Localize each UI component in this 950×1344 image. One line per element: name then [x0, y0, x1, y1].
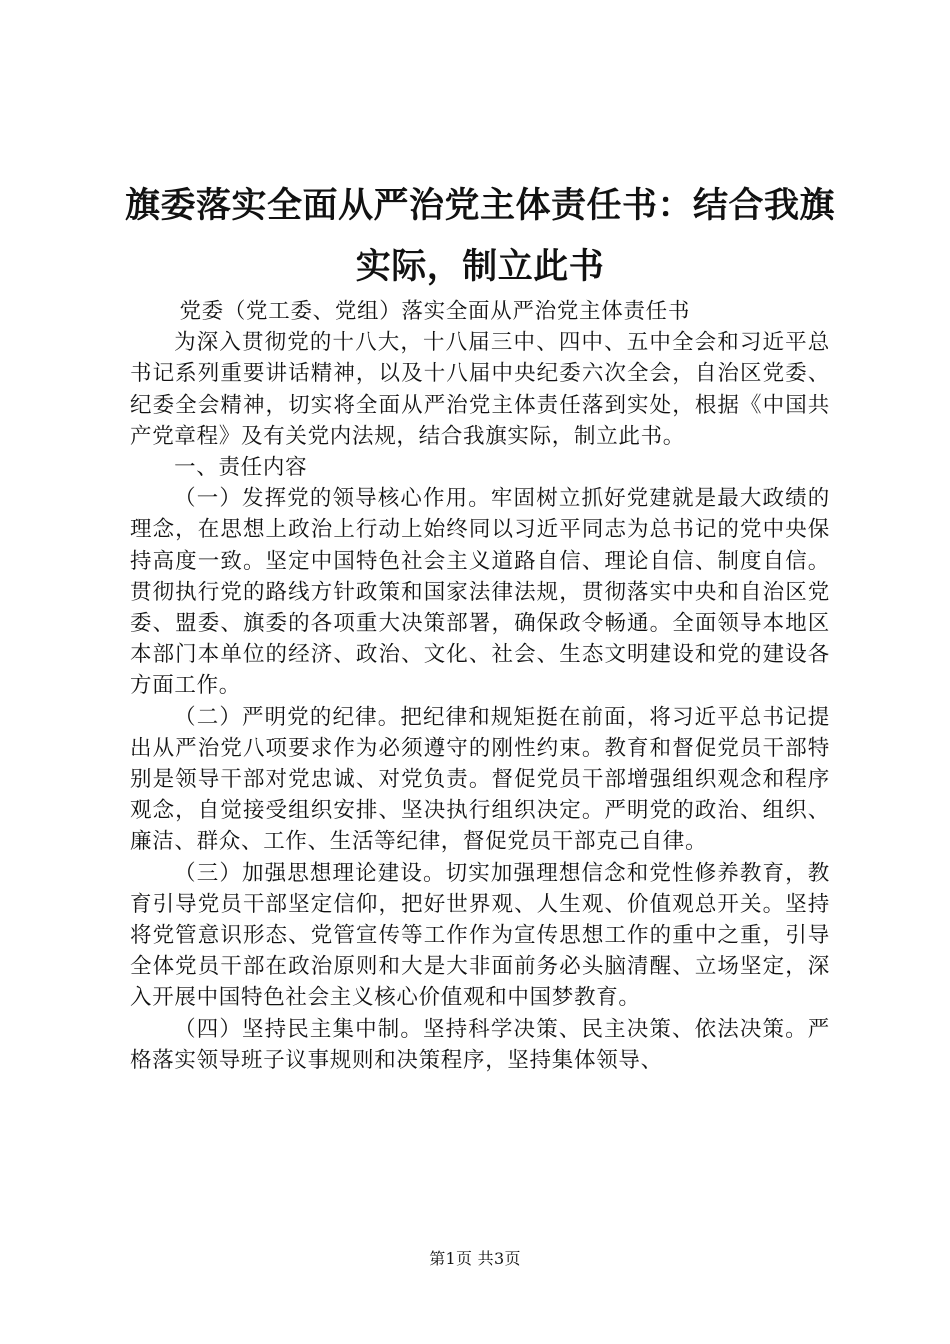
paragraph-item-2: （二）严明党的纪律。把纪律和规矩挺在前面，将习近平总书记提出从严治党八项要求作为必须遵守的刚性约束。教育和督促党员干部特别是领导干部对党忠诚、对党负责。督促党员干部增强组织观念和程序观念，自觉接受组织安排、坚决执行组织决定。严明党的政治、组织、廉洁、群众、工作、生活等纪律，督促党员干部克己自律。 [130, 704, 830, 855]
paragraph-item-3: （三）加强思想理论建设。切实加强理想信念和党性修养教育，教育引导党员干部坚定信仰，把好世界观、人生观、价值观总开关。坚持将党管意识形态、党管宣传等工作作为宣传思想工作的重中之重，引导全体党员干部在政治原则和大是大非面前务必头脑清醒、立场坚定，深入开展中国特色社会主义核心价值观和中国梦教育。 [130, 860, 830, 1011]
document-title-line-1: 旗委落实全面从严治党主体责任书：结合我旗 [124, 185, 835, 226]
paragraph-item-4: （四）坚持民主集中制。坚持科学决策、民主决策、依法决策。严格落实领导班子议事规则和决策程序，坚持集体领导、 [130, 1016, 830, 1073]
section-heading: 一、责任内容 [174, 455, 308, 481]
page-number-footer: 第1页 共3页 [429, 1249, 521, 1268]
document-body [130, 296, 830, 1076]
document-subtitle: 党委（党工委、党组）落实全面从严治党主体责任书 [179, 299, 691, 324]
paragraph-item-1: （一）发挥党的领导核心作用。牢固树立抓好党建就是最大政绩的理念，在思想上政治上行动上始终同以习近平同志为总书记的党中央保持高度一致。坚定中国特色社会主义道路自信、理论自信、制度自信。贯彻执行党的路线方针政策和国家法律法规，贯彻落实中央和自治区党委、盟委、旗委的各项重大决策部署，确保政令畅通。全面领导本地区本部门本单位的经济、政治、文化、社会、生态文明建设和党的建设各方面工作。 [130, 486, 830, 699]
paragraph-intro: 为深入贯彻党的十八大，十八届三中、四中、五中全会和习近平总书记系列重要讲话精神，以及十八届中央纪委六次全会，自治区党委、纪委全会精神，切实将全面从严治党主体责任落到实处，根据《中国共产党章程》及有关党内法规，结合我旗实际，制立此书。 [130, 330, 830, 449]
document-title-line-2: 实际，制立此书 [355, 246, 605, 287]
